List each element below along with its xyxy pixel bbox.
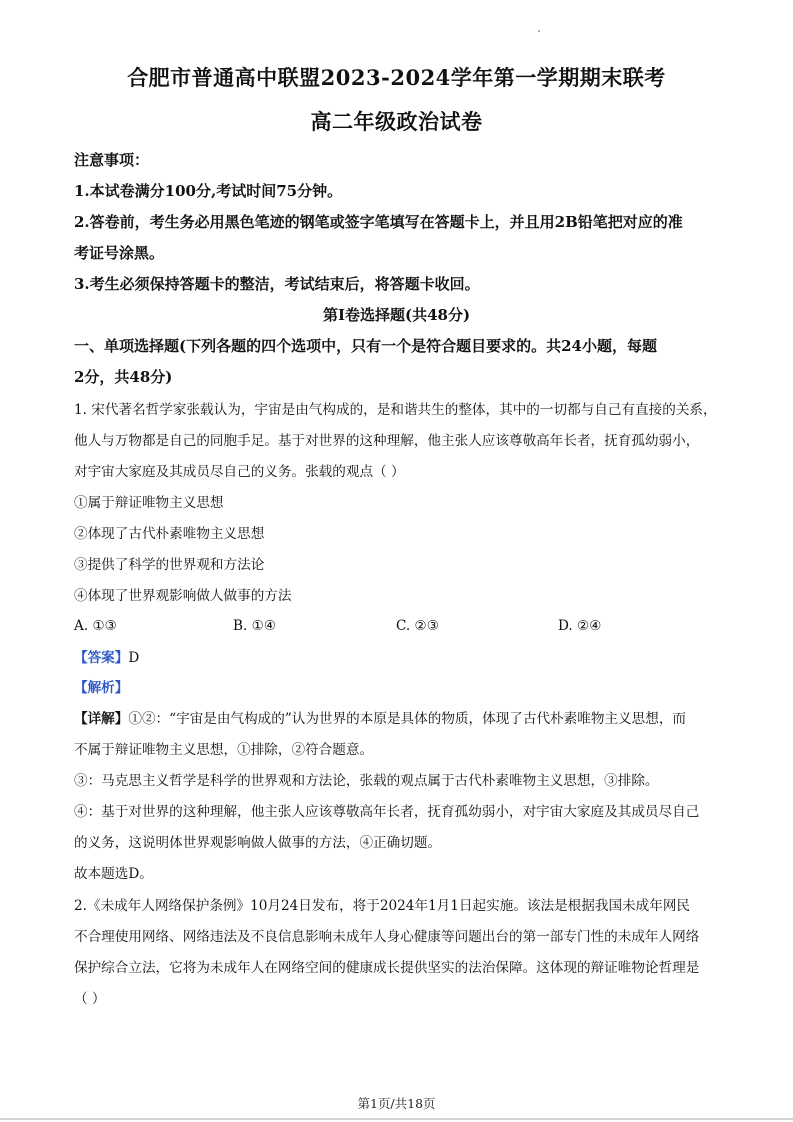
q2-stem-4: （ ） (74, 991, 106, 1007)
notice-heading: 注意事项： (74, 151, 150, 169)
q1-conclusion: 故本题选D。 (74, 866, 153, 882)
q1-detail-2: 不属于辩证唯物主义思想，①排除，②符合题意。 (74, 742, 374, 758)
q2-stem-1: 2.《未成年人网络保护条例》10月24日发布，将于2024年1月1日起实施。该法是根据我国未成年网民 (74, 898, 691, 914)
q1-statement-3: ③提供了科学的世界观和方法论 (74, 557, 265, 573)
detail-text-1: ①②：“宇宙是由气构成的”认为世界的本原是具体的物质，体现了古代朴素唯物主义思想，而 (128, 711, 687, 727)
page-number: 第1页/共18页 (357, 1096, 436, 1111)
q1-answer-row (74, 648, 734, 668)
q1-analysis-row (74, 678, 734, 698)
notice-item-1: 1.本试卷满分100分,考试时间75分钟。 (74, 182, 343, 200)
q1-statement-1: ①属于辩证唯物主义思想 (74, 495, 224, 511)
q1-option-a: A. ①③ (74, 618, 117, 634)
exam-title: 合肥市普通高中联盟2023-2024学年第一学期期末联考 (127, 65, 666, 90)
q1-detail-4: ④：基于对世界的这种理解，他主张人应该尊敬高年长者，抚育孤幼弱小，对宇宙大家庭及其成员尽自己 (74, 804, 700, 820)
q1-statement-4: ④体现了世界观影响做人做事的方法 (74, 588, 292, 604)
analysis-tag: 【解析】 (74, 680, 129, 696)
detail-tag: 【详解】 (74, 711, 129, 727)
q1-stem-2: 他人与万物都是自己的同胞手足。基于对世界的这种理解，他主张人应该尊敬高年长者，抚育孤幼弱小， (74, 433, 700, 449)
q1-statement-2: ②体现了古代朴素唯物主义思想 (74, 526, 265, 542)
part1-instruction: 一、单项选择题(下列各题的四个选项中，只有一个是符合题目要求的。共24小题，每题 (74, 337, 657, 355)
footer-divider (0, 1118, 793, 1120)
q2-stem-3: 保护综合立法，它将为未成年人在网络空间的健康成长提供坚实的法治保障。这体现的辩证唯物论哲理是 (74, 960, 700, 976)
q1-option-b: B. ①④ (233, 618, 277, 634)
q1-detail-5: 的义务，这说明体世界观影响做人做事的方法，④正确切题。 (74, 835, 442, 851)
q1-option-c: C. ②③ (396, 618, 439, 634)
answer-value: D (128, 650, 140, 666)
scan-dot (538, 30, 540, 32)
q1-stem-1: 1. 宋代著名哲学家张载认为，宇宙是由气构成的，是和谐共生的整体，其中的一切都与自己有直接的关系， (74, 402, 717, 418)
q1-option-d: D. ②④ (558, 618, 602, 634)
q1-detail-3: ③：马克思主义哲学是科学的世界观和方法论，张载的观点属于古代朴素唯物主义思想，③排除。 (74, 773, 659, 789)
q1-stem-3: 对宇宙大家庭及其成员尽自己的义务。张载的观点（ ） (74, 464, 405, 480)
notice-item-2-cont: 考证号涂黑。 (74, 244, 165, 262)
notice-item-2: 2.答卷前，考生务必用黑色笔迹的钢笔或签字笔填写在答题卡上，并且用2B铅笔把对应的准 (74, 213, 683, 231)
q1-detail-1 (74, 709, 734, 729)
part1-instruction-cont: 2分，共48分) (74, 368, 173, 386)
section-title: 第Ⅰ卷选择题(共48分) (322, 306, 471, 324)
q2-stem-2: 不合理使用网络、网络违法及不良信息影响未成年人身心健康等问题出台的第一部专门性的未成年人网络 (74, 929, 700, 945)
notice-item-3: 3.考生必须保持答题卡的整洁，考试结束后，将答题卡收回。 (74, 275, 480, 293)
exam-subtitle: 高二年级政治试卷 (310, 109, 483, 134)
answer-tag: 【答案】 (74, 650, 129, 666)
